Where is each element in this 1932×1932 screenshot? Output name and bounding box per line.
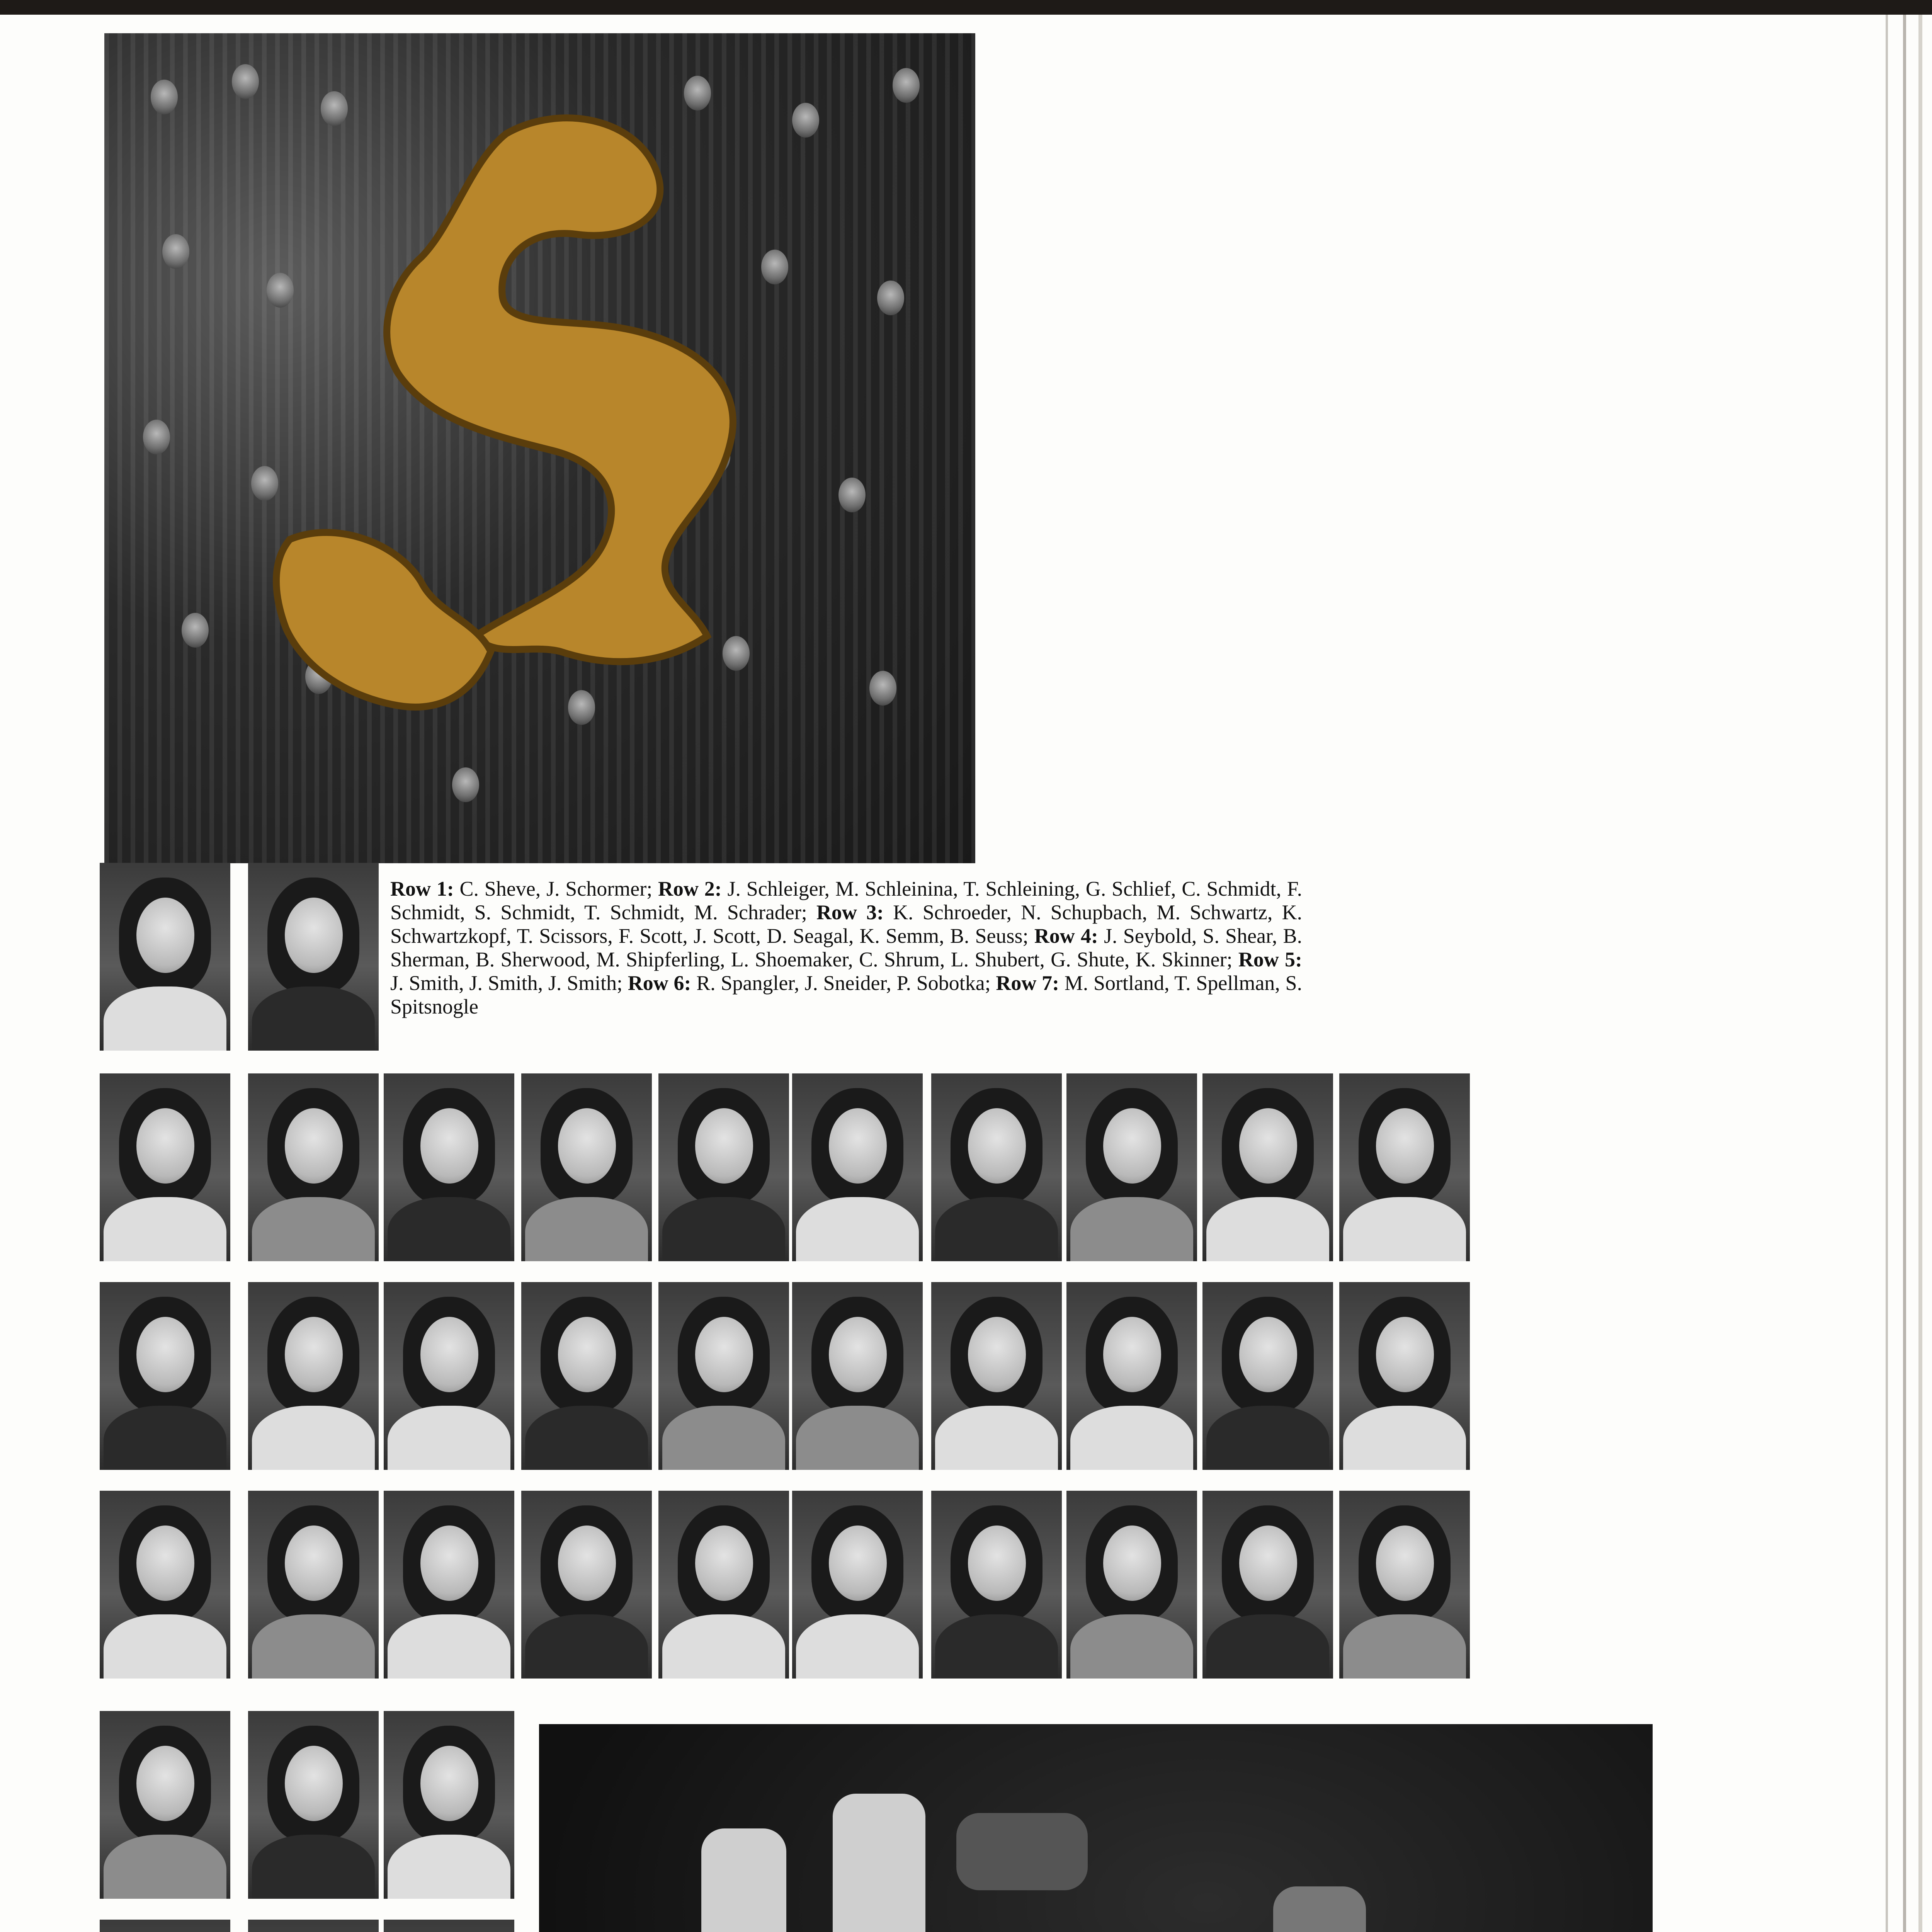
- person-figure: [956, 1813, 1088, 1890]
- portrait: [931, 1073, 1062, 1261]
- row-3-names: K. Schroeder, N. Schupbach, M. Schwartz, K. Schwartzkopf, T. Scissors, F. Scott, J. Scott, D. Seagal, K. Semm, B. Seuss;: [390, 901, 1302, 947]
- page-edge: [1903, 15, 1906, 1932]
- portrait: [100, 1073, 230, 1261]
- portrait: [792, 1491, 923, 1679]
- portrait: [1066, 1282, 1197, 1470]
- page-edge: [1886, 15, 1888, 1932]
- portrait: [100, 1711, 230, 1899]
- person-figure: [701, 1828, 786, 1932]
- portrait: [521, 1282, 652, 1470]
- portrait: [248, 863, 379, 1051]
- gold-letter-s-graphic: [104, 33, 975, 863]
- portrait: [100, 1282, 230, 1470]
- portrait: [521, 1073, 652, 1261]
- portrait: [931, 1491, 1062, 1679]
- portrait: [1202, 1073, 1333, 1261]
- portrait: [100, 1920, 230, 1932]
- row-5-names: J. Smith, J. Smith, J. Smith;: [390, 971, 628, 995]
- portrait: [1066, 1491, 1197, 1679]
- portrait: [100, 1491, 230, 1679]
- portrait: [384, 1711, 514, 1899]
- portrait: [248, 1282, 379, 1470]
- row-7-names: M. Sortland, T. Spellman, S. Spitsnogle: [390, 971, 1303, 1018]
- person-figure: [833, 1794, 925, 1932]
- row-1-names: C. Sheve, J. Schormer;: [454, 877, 658, 900]
- row-6-names: R. Spangler, J. Sneider, P. Sobotka;: [691, 971, 996, 995]
- portrait: [658, 1282, 789, 1470]
- portrait: [1339, 1491, 1470, 1679]
- person-figure: [1273, 1886, 1366, 1932]
- portrait: [521, 1491, 652, 1679]
- portrait: [1339, 1073, 1470, 1261]
- portrait: [100, 863, 230, 1051]
- row-2-label: Row 2:: [658, 877, 722, 900]
- row-6-label: Row 6:: [628, 971, 691, 995]
- portrait: [1202, 1491, 1333, 1679]
- portrait: [384, 1073, 514, 1261]
- portrait: [248, 1491, 379, 1679]
- portrait: [384, 1282, 514, 1470]
- portrait: [384, 1920, 514, 1932]
- portrait: [248, 1920, 379, 1932]
- row-1-label: Row 1:: [390, 877, 454, 900]
- row-7-label: Row 7:: [996, 971, 1060, 995]
- row-4-label: Row 4:: [1034, 924, 1098, 947]
- crowd-photo-with-gold-letter-s: [104, 33, 975, 863]
- row-5-label: Row 5:: [1238, 948, 1302, 971]
- portrait: [792, 1282, 923, 1470]
- portrait: [1339, 1282, 1470, 1470]
- yearbook-page: [0, 15, 1932, 1932]
- portrait: [248, 1073, 379, 1261]
- portrait: [384, 1491, 514, 1679]
- portrait: [1066, 1073, 1197, 1261]
- page-edge: [1918, 15, 1922, 1932]
- decorated-truck-photo: [539, 1724, 1653, 1932]
- row-2-names: J. Schleiger, M. Schleinina, T. Schleining, G. Schlief, C. Schmidt, F. Schmidt, S. Schmidt, T. Schmidt, M. Schrader;: [390, 877, 1303, 924]
- portrait: [931, 1282, 1062, 1470]
- name-caption: [390, 877, 1302, 1019]
- row-3-label: Row 3:: [816, 901, 884, 924]
- portrait: [658, 1491, 789, 1679]
- portrait: [248, 1711, 379, 1899]
- portrait: [792, 1073, 923, 1261]
- portrait: [658, 1073, 789, 1261]
- row-4-names: J. Seybold, S. Shear, B. Sherman, B. Sherwood, M. Shipferling, L. Shoemaker, C. Shrum, L. Shubert, G. Shute, K. Skinner;: [390, 924, 1303, 971]
- portrait: [1202, 1282, 1333, 1470]
